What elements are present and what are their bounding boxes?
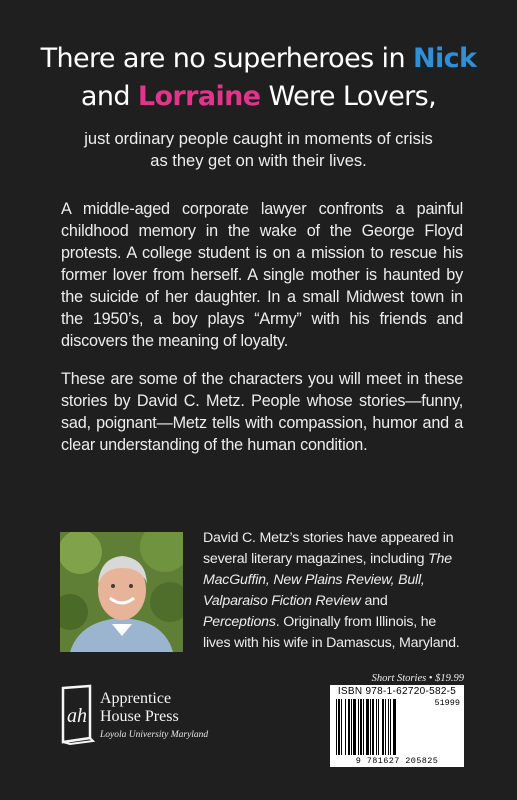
author-photo: [60, 532, 183, 652]
bio-magazines: The MacGuffin, New Plains Review, Bull, Valparaiso Fiction Review: [203, 551, 452, 609]
bio-text: David C. Metz’s stories have appeared in several literary magazines, including: [203, 530, 454, 567]
logo-letters: ah: [67, 705, 87, 727]
publisher-name: [100, 690, 179, 726]
blurb-paragraph-1: A middle-aged corporate lawyer confronts a painful childhood memory in the wake of the George Floyd protests. A college student is on a mission to rescue his former lover from herself. A single mother is haunted by the suicide of her daughter. In a small Midwest town in the 1950’s, a boy plays “Army” with his friends and discovers the meaning of loyalty.: [61, 200, 463, 350]
author-bio: [203, 528, 465, 654]
bio-perceptions: Perceptions: [203, 614, 276, 630]
publisher-name-line-1: Apprentice: [100, 690, 172, 707]
headline-line-2: [0, 78, 517, 116]
isbn-number: ISBN 978-1-62720-582-5: [337, 686, 457, 697]
ean-number: 9 781627 205825: [355, 756, 439, 766]
ean-barcode: [336, 699, 428, 757]
headline-text: and: [80, 81, 138, 112]
isbn-barcode: [330, 685, 464, 767]
subhead-line-1: just ordinary people caught in moments of crisis: [84, 130, 433, 148]
book-icon: [60, 684, 96, 746]
name-nick: Nick: [412, 43, 477, 74]
headline-text: Were Lovers,: [260, 81, 437, 112]
name-lorraine: Lorraine: [137, 81, 261, 112]
subhead-line-2: as they get on with their lives.: [150, 152, 367, 170]
genre-price: Short Stories • $19.99: [371, 673, 464, 684]
publisher-logo: [60, 684, 220, 754]
bio-text: . Originally from Illinois, he lives with his wife in Damascus, Maryland.: [203, 614, 460, 651]
price-code: 51999: [434, 698, 460, 708]
headline: [0, 40, 517, 116]
bio-text: and: [360, 593, 388, 609]
headline-text: There are no superheroes in: [40, 43, 413, 74]
blurb-paragraph-2: These are some of the characters you will meet in these stories by David C. Metz. People whose stories—funny, sad, poignant—Metz tells with compassion, humor and a clear understanding of the human condition.: [61, 370, 463, 454]
publisher-tagline: Loyola University Maryland: [100, 730, 209, 740]
publisher-name-line-2: House Press: [100, 708, 179, 725]
subhead: [0, 128, 517, 172]
headline-line-1: [0, 40, 517, 78]
